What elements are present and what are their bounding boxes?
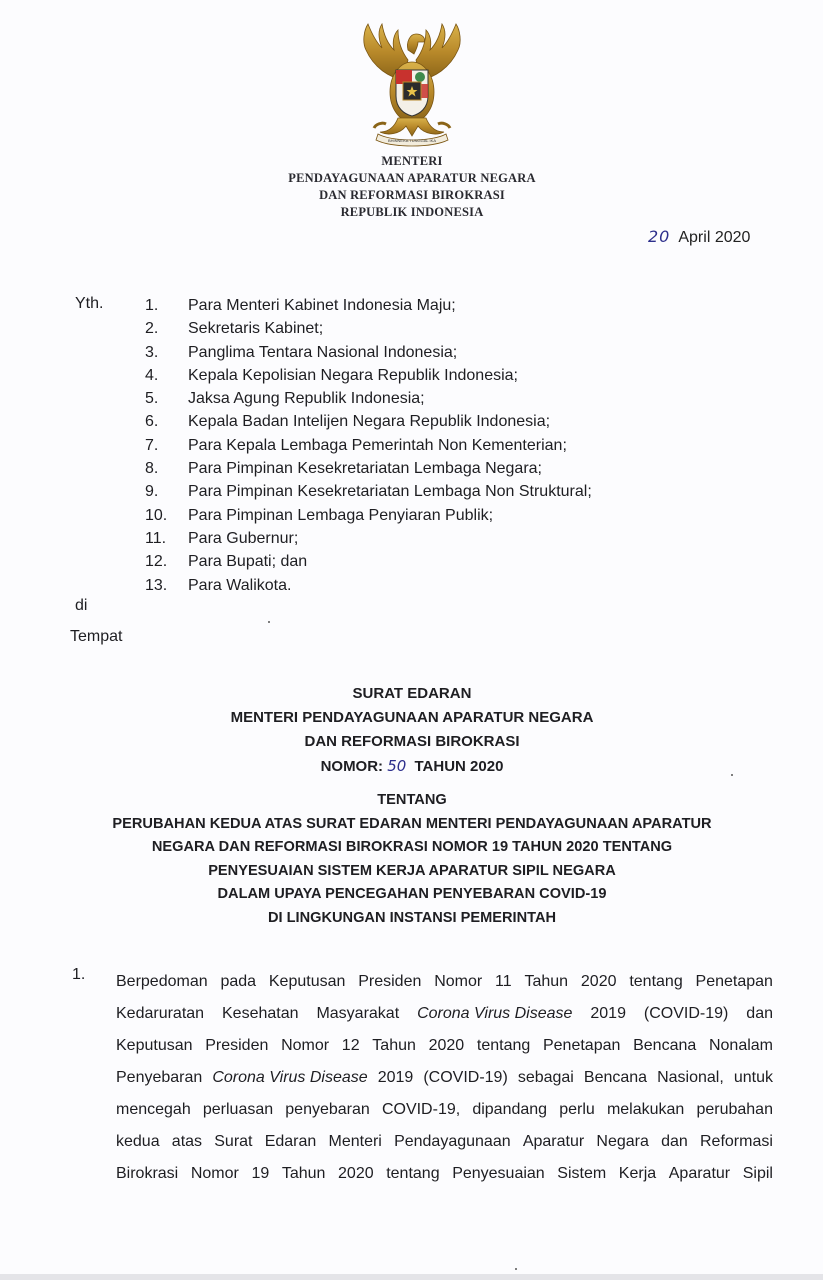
recipient-text: Para Kepala Lembaga Pemerintah Non Kementerian; bbox=[188, 436, 567, 454]
circular-number bbox=[112, 754, 712, 779]
salutation: Yth. bbox=[75, 295, 104, 312]
list-number: 13. bbox=[145, 576, 168, 594]
handwritten-day: 20 bbox=[648, 227, 671, 246]
list-item bbox=[145, 574, 592, 597]
paragraph-line: Berpedoman pada Keputusan Presiden Nomor 11 Tahun 2020 tentang Penetapan bbox=[116, 973, 773, 990]
recipient-text: Panglima Tentara Nasional Indonesia; bbox=[188, 343, 458, 361]
recipient-text: Kepala Kepolisian Negara Republik Indonesia; bbox=[188, 366, 518, 384]
garuda-pancasila-emblem-icon bbox=[352, 20, 472, 150]
list-number: 4. bbox=[145, 366, 159, 384]
list-number: 3. bbox=[145, 343, 159, 361]
list-item bbox=[145, 457, 592, 480]
recipient-text: Para Pimpinan Kesekretariatan Lembaga Non Struktural; bbox=[188, 483, 592, 501]
list-number: 7. bbox=[145, 436, 159, 454]
list-number: 8. bbox=[145, 460, 159, 478]
addressee-place: Tempat bbox=[70, 628, 123, 645]
subject-line: DALAM UPAYA PENCEGAHAN PENYEBARAN COVID-19 bbox=[217, 886, 607, 903]
letterhead-line: REPUBLIK INDONESIA bbox=[340, 205, 484, 219]
recipient-text: Kepala Badan Intelijen Negara Republik Indonesia; bbox=[188, 413, 551, 431]
recipient-list bbox=[145, 294, 592, 597]
paragraph-line: Penyebaran Corona Virus Disease 2019 (COVID-19) sebagai Bencana Nasional, untuk bbox=[116, 1069, 773, 1086]
scan-speck bbox=[515, 1268, 517, 1270]
list-item bbox=[145, 527, 592, 550]
svg-text:BHINNEKA TUNGGAL IKA: BHINNEKA TUNGGAL IKA bbox=[387, 138, 437, 143]
subject-line: DI LINGKUNGAN INSTANSI PEMERINTAH bbox=[267, 909, 557, 926]
list-number: 9. bbox=[145, 483, 159, 501]
recipient-text: Para Bupati; dan bbox=[188, 553, 308, 571]
subject-block bbox=[60, 789, 764, 931]
list-item bbox=[145, 387, 592, 410]
number-prefix: NOMOR: bbox=[320, 758, 384, 775]
recipient-text: Para Pimpinan Lembaga Penyiaran Publik; bbox=[188, 506, 494, 524]
handwritten-number: 50 bbox=[387, 757, 407, 775]
paragraph-number: 1. bbox=[72, 966, 86, 983]
paragraph-lines bbox=[116, 966, 773, 1190]
recipient-text: Para Menteri Kabinet Indonesia Maju; bbox=[188, 297, 456, 314]
list-number: 6. bbox=[145, 413, 159, 431]
recipient-text: Para Walikota. bbox=[188, 576, 292, 594]
list-number: 12. bbox=[145, 553, 168, 571]
paragraph-line: Birokrasi Nomor 19 Tahun 2020 tentang Penyesuaian Sistem Kerja Aparatur Sipil bbox=[116, 1165, 773, 1182]
subject-line: PERUBAHAN KEDUA ATAS SURAT EDARAN MENTERI PENDAYAGUNAAN APARATUR bbox=[112, 815, 712, 832]
list-number: 5. bbox=[145, 390, 159, 408]
recipient-text: Para Pimpinan Kesekretariatan Lembaga Negara; bbox=[188, 460, 542, 478]
list-number: 11. bbox=[145, 529, 167, 547]
addressee-di: di bbox=[75, 597, 88, 614]
subject-line: PENYESUAIAN SISTEM KERJA APARATUR SIPIL NEGARA bbox=[208, 862, 616, 879]
list-item bbox=[145, 550, 592, 573]
subject-heading: TENTANG bbox=[377, 792, 447, 808]
list-item bbox=[145, 434, 592, 457]
recipient-text: Sekretaris Kabinet; bbox=[188, 320, 324, 338]
letterhead-line: PENDAYAGUNAAN APARATUR NEGARA bbox=[288, 171, 536, 185]
letterhead bbox=[212, 153, 612, 221]
circular-title bbox=[112, 682, 712, 779]
list-item bbox=[145, 364, 592, 387]
letterhead-line: MENTERI bbox=[381, 154, 443, 168]
list-item bbox=[145, 480, 592, 503]
paragraph-line: kedua atas Surat Edaran Menteri Pendayagunaan Aparatur Negara dan Reformasi bbox=[116, 1133, 773, 1150]
page-bottom-edge bbox=[0, 1274, 823, 1280]
scan-speck bbox=[268, 621, 270, 623]
recipient-text: Jaksa Agung Republik Indonesia; bbox=[188, 390, 425, 408]
list-number: 10. bbox=[145, 506, 168, 524]
letterhead-line: DAN REFORMASI BIROKRASI bbox=[319, 188, 505, 202]
paragraph-line: mencegah perluasan penyebaran COVID-19, dipandang perlu melakukan perubahan bbox=[116, 1101, 773, 1118]
list-item bbox=[145, 317, 592, 340]
number-suffix: TAHUN 2020 bbox=[414, 758, 504, 775]
letter-date bbox=[648, 227, 750, 247]
list-item bbox=[145, 504, 592, 527]
circular-title-line: SURAT EDARAN bbox=[352, 685, 472, 702]
list-number: 1. bbox=[145, 297, 159, 314]
paragraph-line: Kedaruratan Kesehatan Masyarakat Corona Virus Disease 2019 (COVID-19) dan bbox=[116, 1005, 773, 1022]
list-item bbox=[145, 294, 592, 317]
date-month-year: April 2020 bbox=[678, 229, 751, 246]
circular-title-line: DAN REFORMASI BIROKRASI bbox=[304, 733, 520, 750]
scan-speck bbox=[731, 774, 733, 776]
subject-line: NEGARA DAN REFORMASI BIROKRASI NOMOR 19 TAHUN 2020 TENTANG bbox=[151, 839, 673, 856]
paragraph-line: Keputusan Presiden Nomor 12 Tahun 2020 tentang Penetapan Bencana Nonalam bbox=[116, 1037, 773, 1054]
recipient-text: Para Gubernur; bbox=[188, 529, 299, 547]
list-item bbox=[145, 410, 592, 433]
list-item bbox=[145, 341, 592, 364]
circular-title-line: MENTERI PENDAYAGUNAAN APARATUR NEGARA bbox=[230, 709, 594, 726]
list-number: 2. bbox=[145, 320, 159, 338]
